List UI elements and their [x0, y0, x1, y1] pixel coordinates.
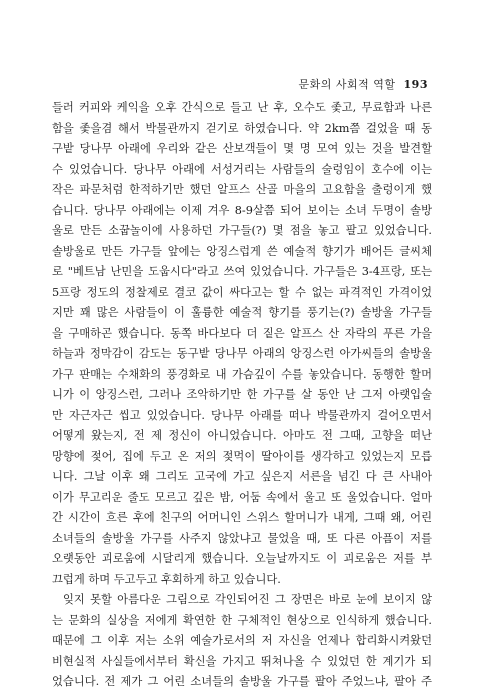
text-line: 습니다. 당나무 아래에는 이제 겨우 8-9살쯤 되어 보이는 소녀 두명이 솔방 — [52, 203, 432, 217]
page-number: 193 — [403, 78, 428, 91]
text-line: 망향에 젖어, 집에 두고 온 저의 젖먹이 딸아이를 생각하고 있었는지 모릅 — [52, 449, 432, 463]
text-line: 잊지 못할 아름다운 그림으로 각인되어진 그 장면은 바로 눈에 보이지 않 — [63, 593, 432, 606]
text-line: 끄럽게 하며 두고두고 후회하게 하고 있습니다. — [52, 572, 281, 586]
text-line: 솔방울로 만든 가구들 앞에는 앙징스럽게 쓴 예술적 향기가 배어든 글씨체 — [52, 244, 432, 258]
text-line: 었습니다. 전 제가 그 어린 소녀들의 솔방울 가구를 팔아 주었느냐, 팔아 주 — [52, 675, 432, 688]
text-line: 수 있었습니다. 당나무 아래에 서성거리는 사람들의 술렁임이 호수에 이는 — [52, 162, 432, 176]
text-line: 작은 파문처럼 한적하기만 했던 알프스 산골 마을의 고요함을 출렁이게 했 — [52, 183, 432, 196]
text-line: 니가 이 앙징스런, 그러나 조악하기만 한 가구를 살 동안 난 그저 아랫입술 — [52, 388, 432, 401]
text-line: 소녀들의 솔방울 가구를 사주지 않았냐고 물었을 때, 또 다른 아픔이 저를 — [52, 531, 432, 545]
text-line: 가구 판매는 수채화의 풍경화로 내 가슴깊이 수를 놓았습니다. 동행한 할머 — [52, 367, 432, 381]
text-line: 는 문화의 실상을 저에게 확연한 한 구체적인 현상으로 인식하게 했습니다. — [52, 613, 432, 627]
running-header — [299, 76, 428, 92]
text-line: 함을 좇을겸 해서 박물관까지 걷기로 하였습니다. 약 2km쯤 걸었을 때 동 — [52, 121, 432, 135]
text-line: 하늘과 정막감이 감도는 동구밭 당나무 아래의 앙징스런 아가씨들의 솔방울 — [52, 347, 432, 360]
running-header-title: 문화의 사회적 역할 — [298, 78, 396, 91]
text-line: 간 시간이 흐른 후에 친구의 어머니인 스위스 할머니가 내게, 그때 왜, 어린 — [52, 511, 432, 524]
body-text — [52, 98, 432, 693]
text-line: 들러 커피와 케익을 오후 간식으로 들고 난 후, 오수도 좇고, 무료함과 나른 — [52, 101, 432, 114]
text-line: 이가 무고리운 줄도 모르고 깊은 밤, 어둠 속에서 울고 또 울었습니다. 얼마 — [52, 490, 432, 504]
text-line: 만 자근자근 씹고 있었습니다. 당나무 아래를 떠나 박물관까지 걸어오면서 — [52, 408, 432, 422]
text-line: 지만 꽤 많은 사람들이 이 훌륭한 예술적 향기를 풍기는(?) 솔방울 가구들 — [52, 306, 432, 319]
text-line: 로 "베트남 난민을 도웁시다"라고 쓰여 있었습니다. 가구들은 3-4프랑, 또는 — [52, 265, 432, 278]
text-line: 때문에 그 이후 저는 소위 예술가로서의 저 자신을 언제나 합리화시켜왔던 — [52, 634, 432, 647]
text-line: 어떻게 왔는지, 전 제 정신이 아니었습니다. 아마도 전 그때, 고향을 떠난 — [52, 429, 432, 442]
text-line: 오랫동안 괴로움에 시달리게 했습니다. 오늘날까지도 이 괴로움은 저를 부 — [52, 552, 432, 565]
text-line: 구밭 당나무 아래에 우리와 같은 산보객들이 몇 명 모여 있는 것을 발견할 — [52, 142, 432, 155]
text-line: 5프랑 정도의 정찰제로 결코 값이 싸다고는 할 수 없는 파격적인 가격이었 — [52, 285, 432, 299]
text-line: 울로 만든 소꿉놀이에 사용하던 가구들(?) 몇 점을 놓고 팔고 있었습니다. — [52, 224, 432, 237]
text-line: 을 구매하곤 했습니다. 동쪽 바다보다 더 짙은 알프스 산 자락의 푸른 가을 — [52, 326, 432, 340]
text-line: 니다. 그날 이후 왜 그리도 고국에 가고 싶은지 서른을 넘긴 다 큰 사내아 — [52, 470, 432, 483]
text-line: 비현실적 사실들에서부터 확신을 가지고 뛰쳐나올 수 있었던 한 계기가 되 — [52, 654, 432, 668]
